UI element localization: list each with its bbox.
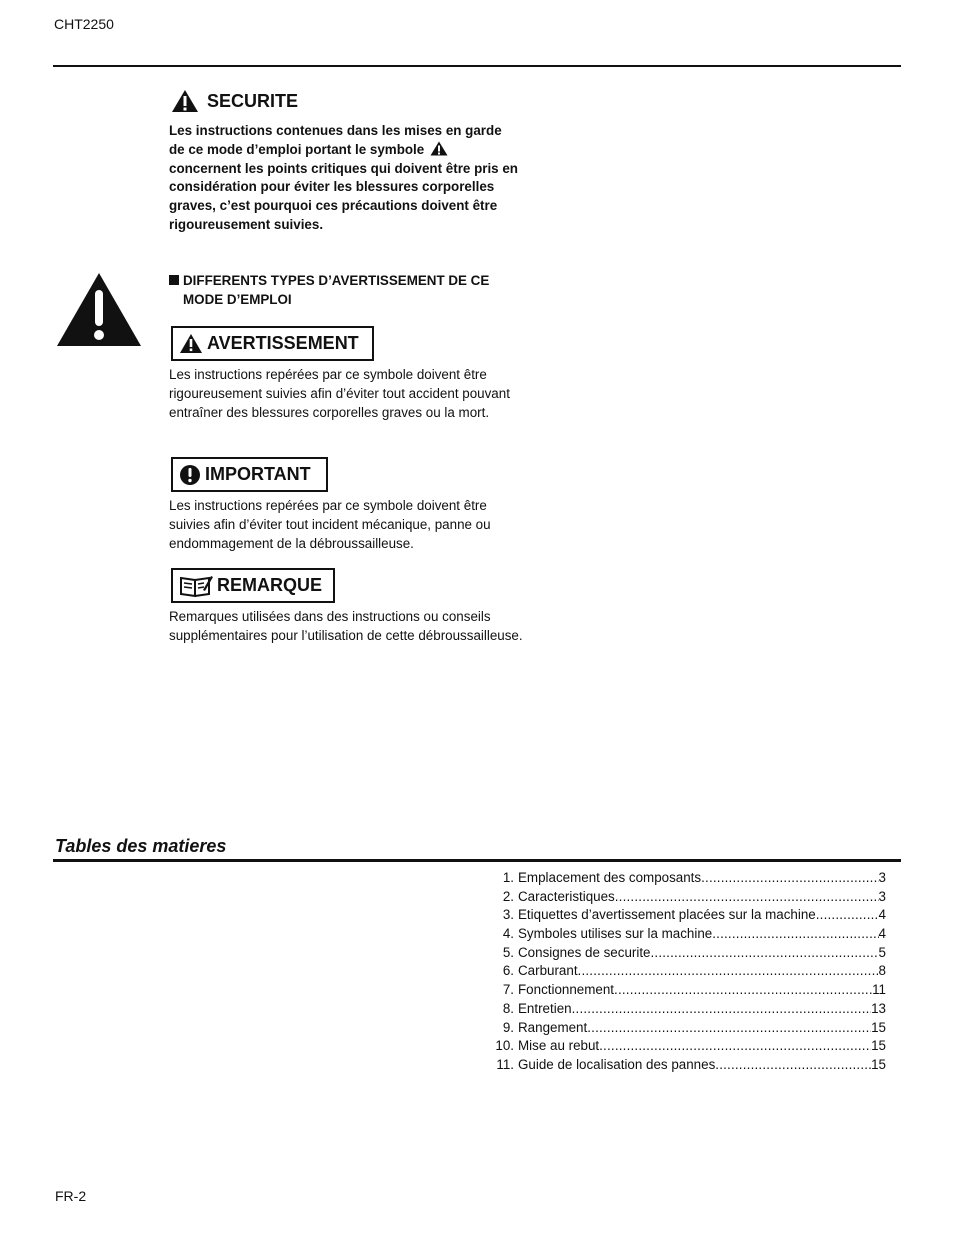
toc-item-leader-dots <box>651 944 879 963</box>
toc-item[interactable] <box>486 906 886 925</box>
toc-item-label: Mise au rebut <box>518 1038 600 1054</box>
warning-triangle-icon <box>179 333 203 354</box>
toc-item-page: 4 <box>878 926 886 942</box>
toc-item[interactable] <box>486 888 886 907</box>
large-warning-triangle-icon <box>56 272 142 348</box>
toc-item[interactable] <box>486 981 886 1000</box>
toc-item-number: 7. <box>502 982 514 998</box>
toc-item[interactable] <box>486 869 886 888</box>
toc-item-page: 4 <box>878 907 886 923</box>
toc-title: Tables des matieres <box>55 836 227 856</box>
model-number: CHT2250 <box>54 16 114 32</box>
toc-item-number: 5. <box>502 944 514 960</box>
toc-item-leader-dots <box>614 981 872 1000</box>
bullet-square-icon <box>169 275 179 285</box>
remarque-label-text: REMARQUE <box>217 575 323 595</box>
safety-intro-rest: concernent les points critiques qui doivent être pris en considération pour éviter les blessures corporelles graves, c’est pourquoi ces précautions doivent être rigoureusement suivies. <box>169 160 518 232</box>
toc-item-page: 15 <box>871 1019 886 1035</box>
toc-item-label: Consignes de securite <box>518 944 651 960</box>
toc-item-leader-dots <box>715 1056 871 1075</box>
toc-item[interactable] <box>486 1056 886 1075</box>
toc-item-label: Carburant <box>518 963 578 979</box>
toc-item-label: Symboles utilises sur la machine <box>518 926 713 942</box>
toc-item-leader-dots <box>701 869 878 888</box>
important-description: Les instructions repérées par ce symbole doivent être suivies afin d’éviter tout incident mécanique, panne ou endommagement de la débroussailleuse. <box>169 498 491 551</box>
toc-item[interactable] <box>486 925 886 944</box>
toc-item[interactable] <box>486 1037 886 1056</box>
remarque-label <box>171 568 335 603</box>
toc-item[interactable] <box>486 962 886 981</box>
warning-types-heading-line1-wrap <box>169 272 529 291</box>
safety-title-text: SECURITE <box>207 90 299 111</box>
toc-item-page: 11 <box>872 982 886 998</box>
avertissement-description: Les instructions repérées par ce symbole doivent être rigoureusement suivies afin d’éviter tout accident pouvant entraîner des blessures corporelles graves ou la mort. <box>169 367 510 420</box>
warning-types-heading-line2: MODE D’EMPLOI <box>183 291 292 307</box>
toc-item[interactable] <box>486 944 886 963</box>
toc-item-label: Etiquettes d’avertissement placées sur la machine <box>518 907 816 923</box>
toc-item-label: Entretien <box>518 1000 572 1016</box>
safety-intro <box>169 122 529 235</box>
toc-item[interactable] <box>486 1019 886 1038</box>
toc-divider <box>53 859 901 862</box>
warning-types-heading <box>169 272 529 310</box>
toc-item-page: 15 <box>871 1056 886 1072</box>
toc-item-page: 3 <box>878 888 886 904</box>
toc-item-label: Guide de localisation des pannes <box>518 1056 716 1072</box>
toc-item-number: 1. <box>502 870 514 885</box>
toc-item-page: 3 <box>878 870 886 885</box>
toc-item-number: 8. <box>502 1000 514 1016</box>
toc-item-number: 10. <box>495 1038 514 1054</box>
open-book-note-icon <box>179 574 213 598</box>
header-divider <box>53 65 901 67</box>
toc-item-label: Rangement <box>518 1019 588 1035</box>
safety-intro-line2-wrap <box>169 141 529 160</box>
remarque-description: Remarques utilisées dans des instructions ou conseils supplémentaires pour l’utilisation de cette débroussailleuse. <box>169 609 523 643</box>
toc-item-leader-dots <box>572 1000 871 1019</box>
warning-types-heading-line1: DIFFERENTS TYPES D’AVERTISSEMENT DE CE <box>183 273 490 288</box>
toc-item-leader-dots <box>712 925 878 944</box>
toc-item-number: 11. <box>496 1056 514 1072</box>
toc-item-label: Caracteristiques <box>518 888 615 904</box>
safety-intro-line1: Les instructions contenues dans les mises en garde <box>169 123 502 138</box>
warning-triangle-icon <box>430 141 448 156</box>
important-label <box>171 457 328 492</box>
toc-item-page: 15 <box>871 1038 886 1054</box>
toc-item-page: 13 <box>871 1000 886 1016</box>
toc-item-leader-dots <box>578 962 879 981</box>
safety-intro-line2: de ce mode d’emploi portant le symbole <box>169 141 425 157</box>
toc-item[interactable] <box>486 1000 886 1019</box>
toc-item-page: 8 <box>878 963 886 979</box>
toc-item-leader-dots <box>587 1019 871 1038</box>
important-label-text: IMPORTANT <box>205 464 311 484</box>
toc-item-number: 3. <box>502 907 514 923</box>
exclamation-circle-icon <box>179 464 201 486</box>
toc-list <box>486 869 886 1075</box>
toc-item-number: 9. <box>502 1019 514 1035</box>
avertissement-label <box>171 326 374 361</box>
toc-item-leader-dots <box>816 906 879 925</box>
toc-item-label: Fonctionnement <box>518 982 615 998</box>
avertissement-label-text: AVERTISSEMENT <box>207 333 359 353</box>
warning-triangle-icon <box>171 89 199 113</box>
toc-item-number: 2. <box>502 888 514 904</box>
toc-item-number: 6. <box>502 963 514 979</box>
toc-item-leader-dots <box>615 888 879 907</box>
toc-item-leader-dots <box>599 1037 871 1056</box>
safety-title <box>171 89 298 113</box>
page-number: FR-2 <box>55 1188 87 1204</box>
toc-item-number: 4. <box>502 926 514 942</box>
toc-item-page: 5 <box>878 944 886 960</box>
toc-item-label: Emplacement des composants <box>518 870 702 885</box>
